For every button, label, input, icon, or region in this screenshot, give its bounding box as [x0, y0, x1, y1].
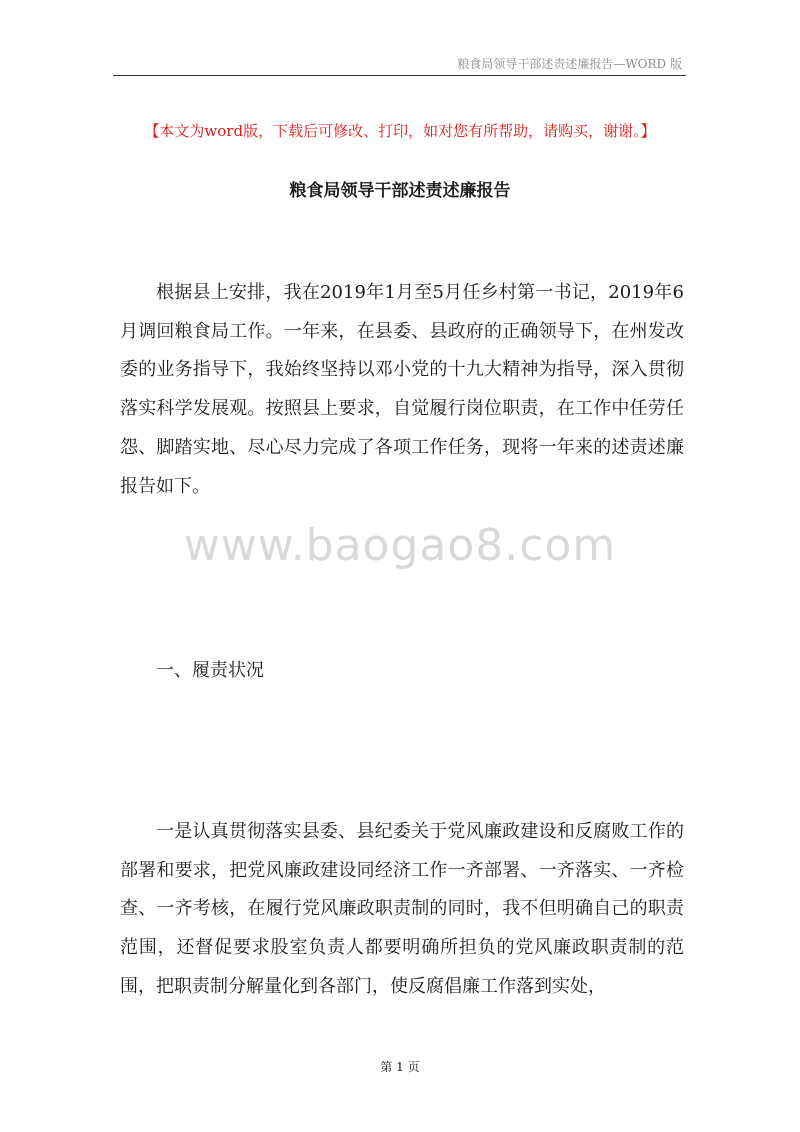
section-heading: 一、履责状况	[156, 660, 264, 681]
download-notice: 【本文为word版，下载后可修改、打印，如对您有所帮助，请购买，谢谢。】	[144, 122, 656, 140]
paragraph-intro: 根据县上安排，我在2019年1月至5月任乡村第一书记，2019年6月调回粮食局工作。一年来，在县委、县政府的正确领导下，在州发改委的业务指导下，我始终坚持以邓小党的十九大精神为指导，深入贯彻落实科学发展观。按照县上要求，自觉履行岗位职责，在工作中任劳任怨、脚踏实地、尽心尽力完成了各项工作任务，现将一年来的述责述廉报告如下。	[120, 282, 684, 497]
running-header: 粮食局领导干部述责述廉报告—WORD 版	[457, 57, 682, 71]
paragraph-first-point: 一是认真贯彻落实县委、县纪委关于党风廉政建设和反腐败工作的部署和要求，把党风廉政建设同经济工作一齐部署、一齐落实、一齐检查、一齐考核，在履行党风廉政职责制的同时，我不但明确自己的职责范围，还督促要求股室负责人都要明确所担负的党风廉政职责制的范围，把职责制分解量化到各部门，使反腐倡廉工作落到实处，	[120, 821, 684, 997]
header-divider	[113, 75, 686, 76]
watermark: www.baogao8.com	[183, 520, 617, 571]
page-number: 第 1 页	[380, 1060, 420, 1074]
document-title: 粮食局领导干部述责述廉报告	[289, 181, 511, 201]
